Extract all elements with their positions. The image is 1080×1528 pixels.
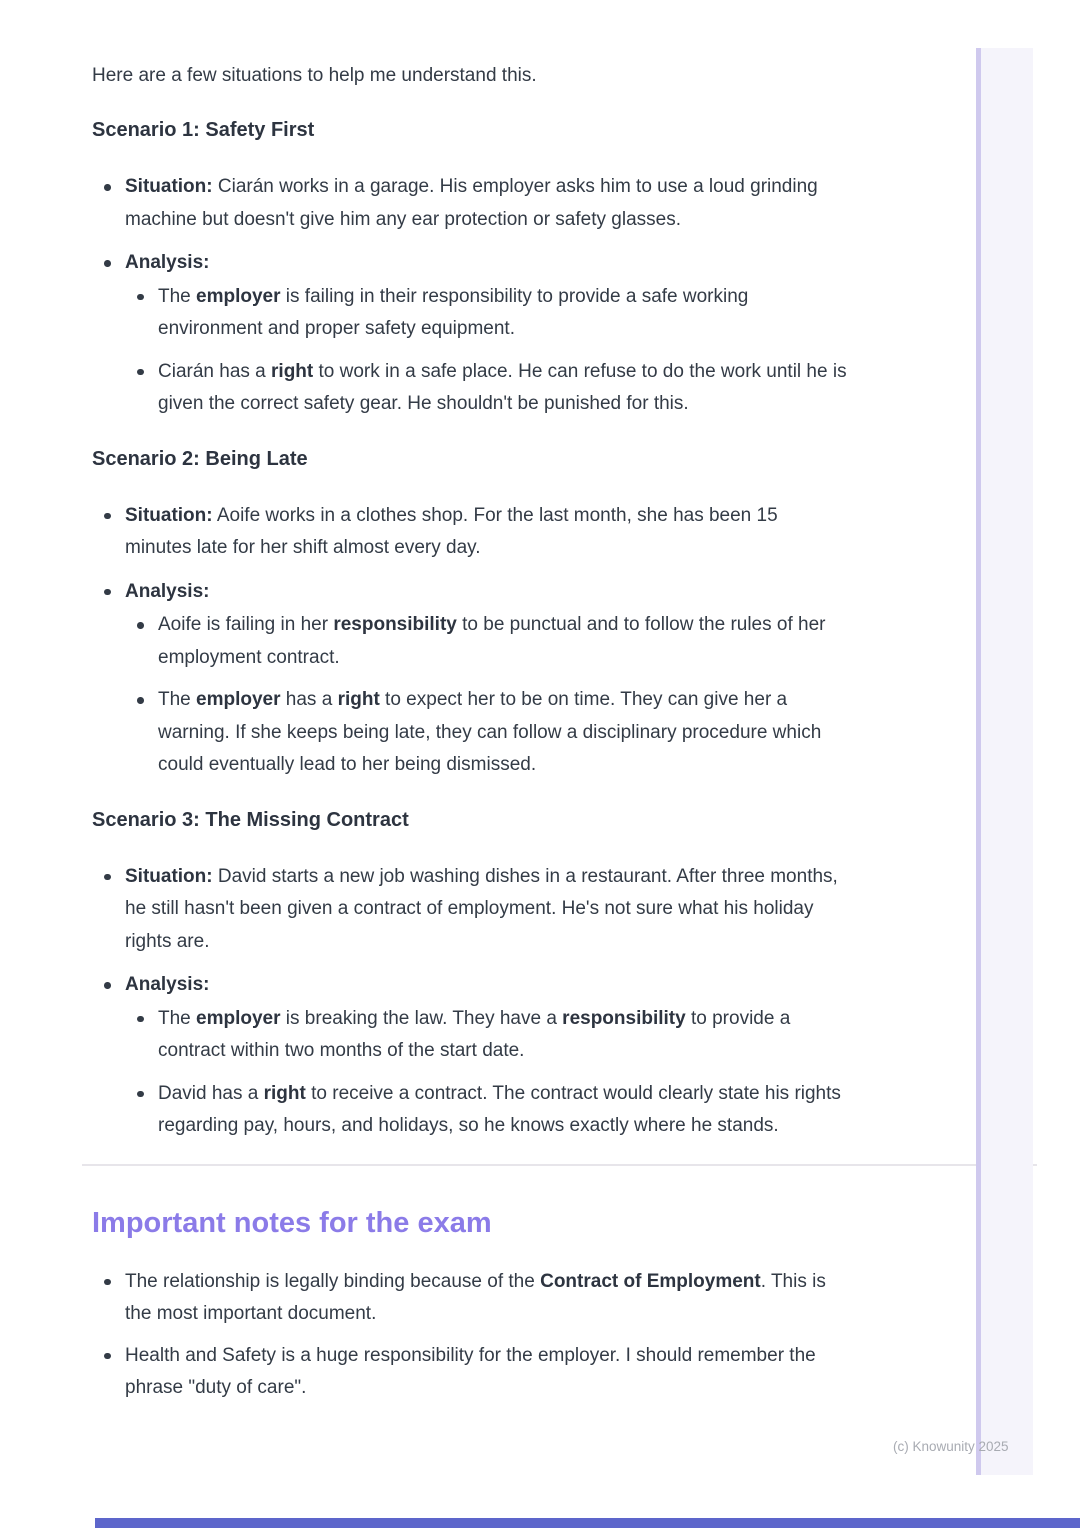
scenario-3-situation: Situation: David starts a new job washing dishes in a restaurant. After three months, he still hasn't been given a contract of employment. He's not sure what his holiday rights are. (92, 861, 849, 959)
scenario-2-analysis-point: The employer has a right to expect her to be on time. They can give her a warning. If she keeps being late, they can follow a disciplinary procedure which could eventually lead to her being dismissed. (125, 684, 849, 782)
scenario-2-situation: Situation: Aoife works in a clothes shop. For the last month, she has been 15 minutes late for her shift almost every day. (92, 500, 849, 565)
scenario-3-heading: Scenario 3: The Missing Contract (92, 808, 409, 831)
scenario-3-analysis-point: The employer is breaking the law. They have a responsibility to provide a contract within two months of the start date. (125, 1003, 849, 1068)
scenario-2-heading: Scenario 2: Being Late (92, 447, 308, 470)
analysis-label: Analysis: (125, 974, 210, 995)
watermark-text: (c) Knowunity 2025 (893, 1439, 1009, 1454)
section-divider (82, 1164, 1037, 1166)
page-edge-panel (976, 48, 1033, 1475)
document-page (92, 48, 1037, 1405)
bottom-accent-bar (95, 1518, 1080, 1528)
exam-notes-heading: Important notes for the exam (92, 1206, 492, 1239)
scenario-1-analysis (92, 247, 849, 421)
scenario-1-heading: Scenario 1: Safety First (92, 119, 315, 141)
exam-note-item: Health and Safety is a huge responsibility for the employer. I should remember the phrase "duty of care". (92, 1340, 849, 1405)
analysis-label: Analysis: (125, 252, 210, 273)
scenario-1-section (92, 117, 1037, 421)
scenario-2-analysis-point: Aoife is failing in her responsibility to be punctual and to follow the rules of her employment contract. (125, 609, 849, 674)
scenario-1-analysis-point: The employer is failing in their responsibility to provide a safe working environment and proper safety equipment. (125, 281, 849, 346)
scenario-1-analysis-point: Ciarán has a right to work in a safe place. He can refuse to do the work until he is given the correct safety gear. He shouldn't be punished for this. (125, 356, 849, 421)
scenario-2-analysis (92, 576, 849, 782)
analysis-label: Analysis: (125, 580, 210, 602)
scenario-3-analysis (92, 969, 849, 1143)
scenario-1-situation: Situation: Ciarán works in a garage. His employer asks him to use a loud grinding machine but doesn't give him any ear protection or safety glasses. (92, 171, 849, 236)
scenario-3-section (92, 807, 1037, 1143)
exam-note-item: The relationship is legally binding because of the Contract of Employment. This is the most important document. (92, 1266, 849, 1331)
scenario-3-analysis-point: David has a right to receive a contract. The contract would clearly state his rights regarding pay, hours, and holidays, so he knows exactly where he stands. (125, 1078, 849, 1143)
exam-notes-section (92, 1204, 1037, 1405)
scenario-2-section (92, 446, 1037, 782)
intro-paragraph: Here are a few situations to help me understand this. (92, 65, 537, 86)
